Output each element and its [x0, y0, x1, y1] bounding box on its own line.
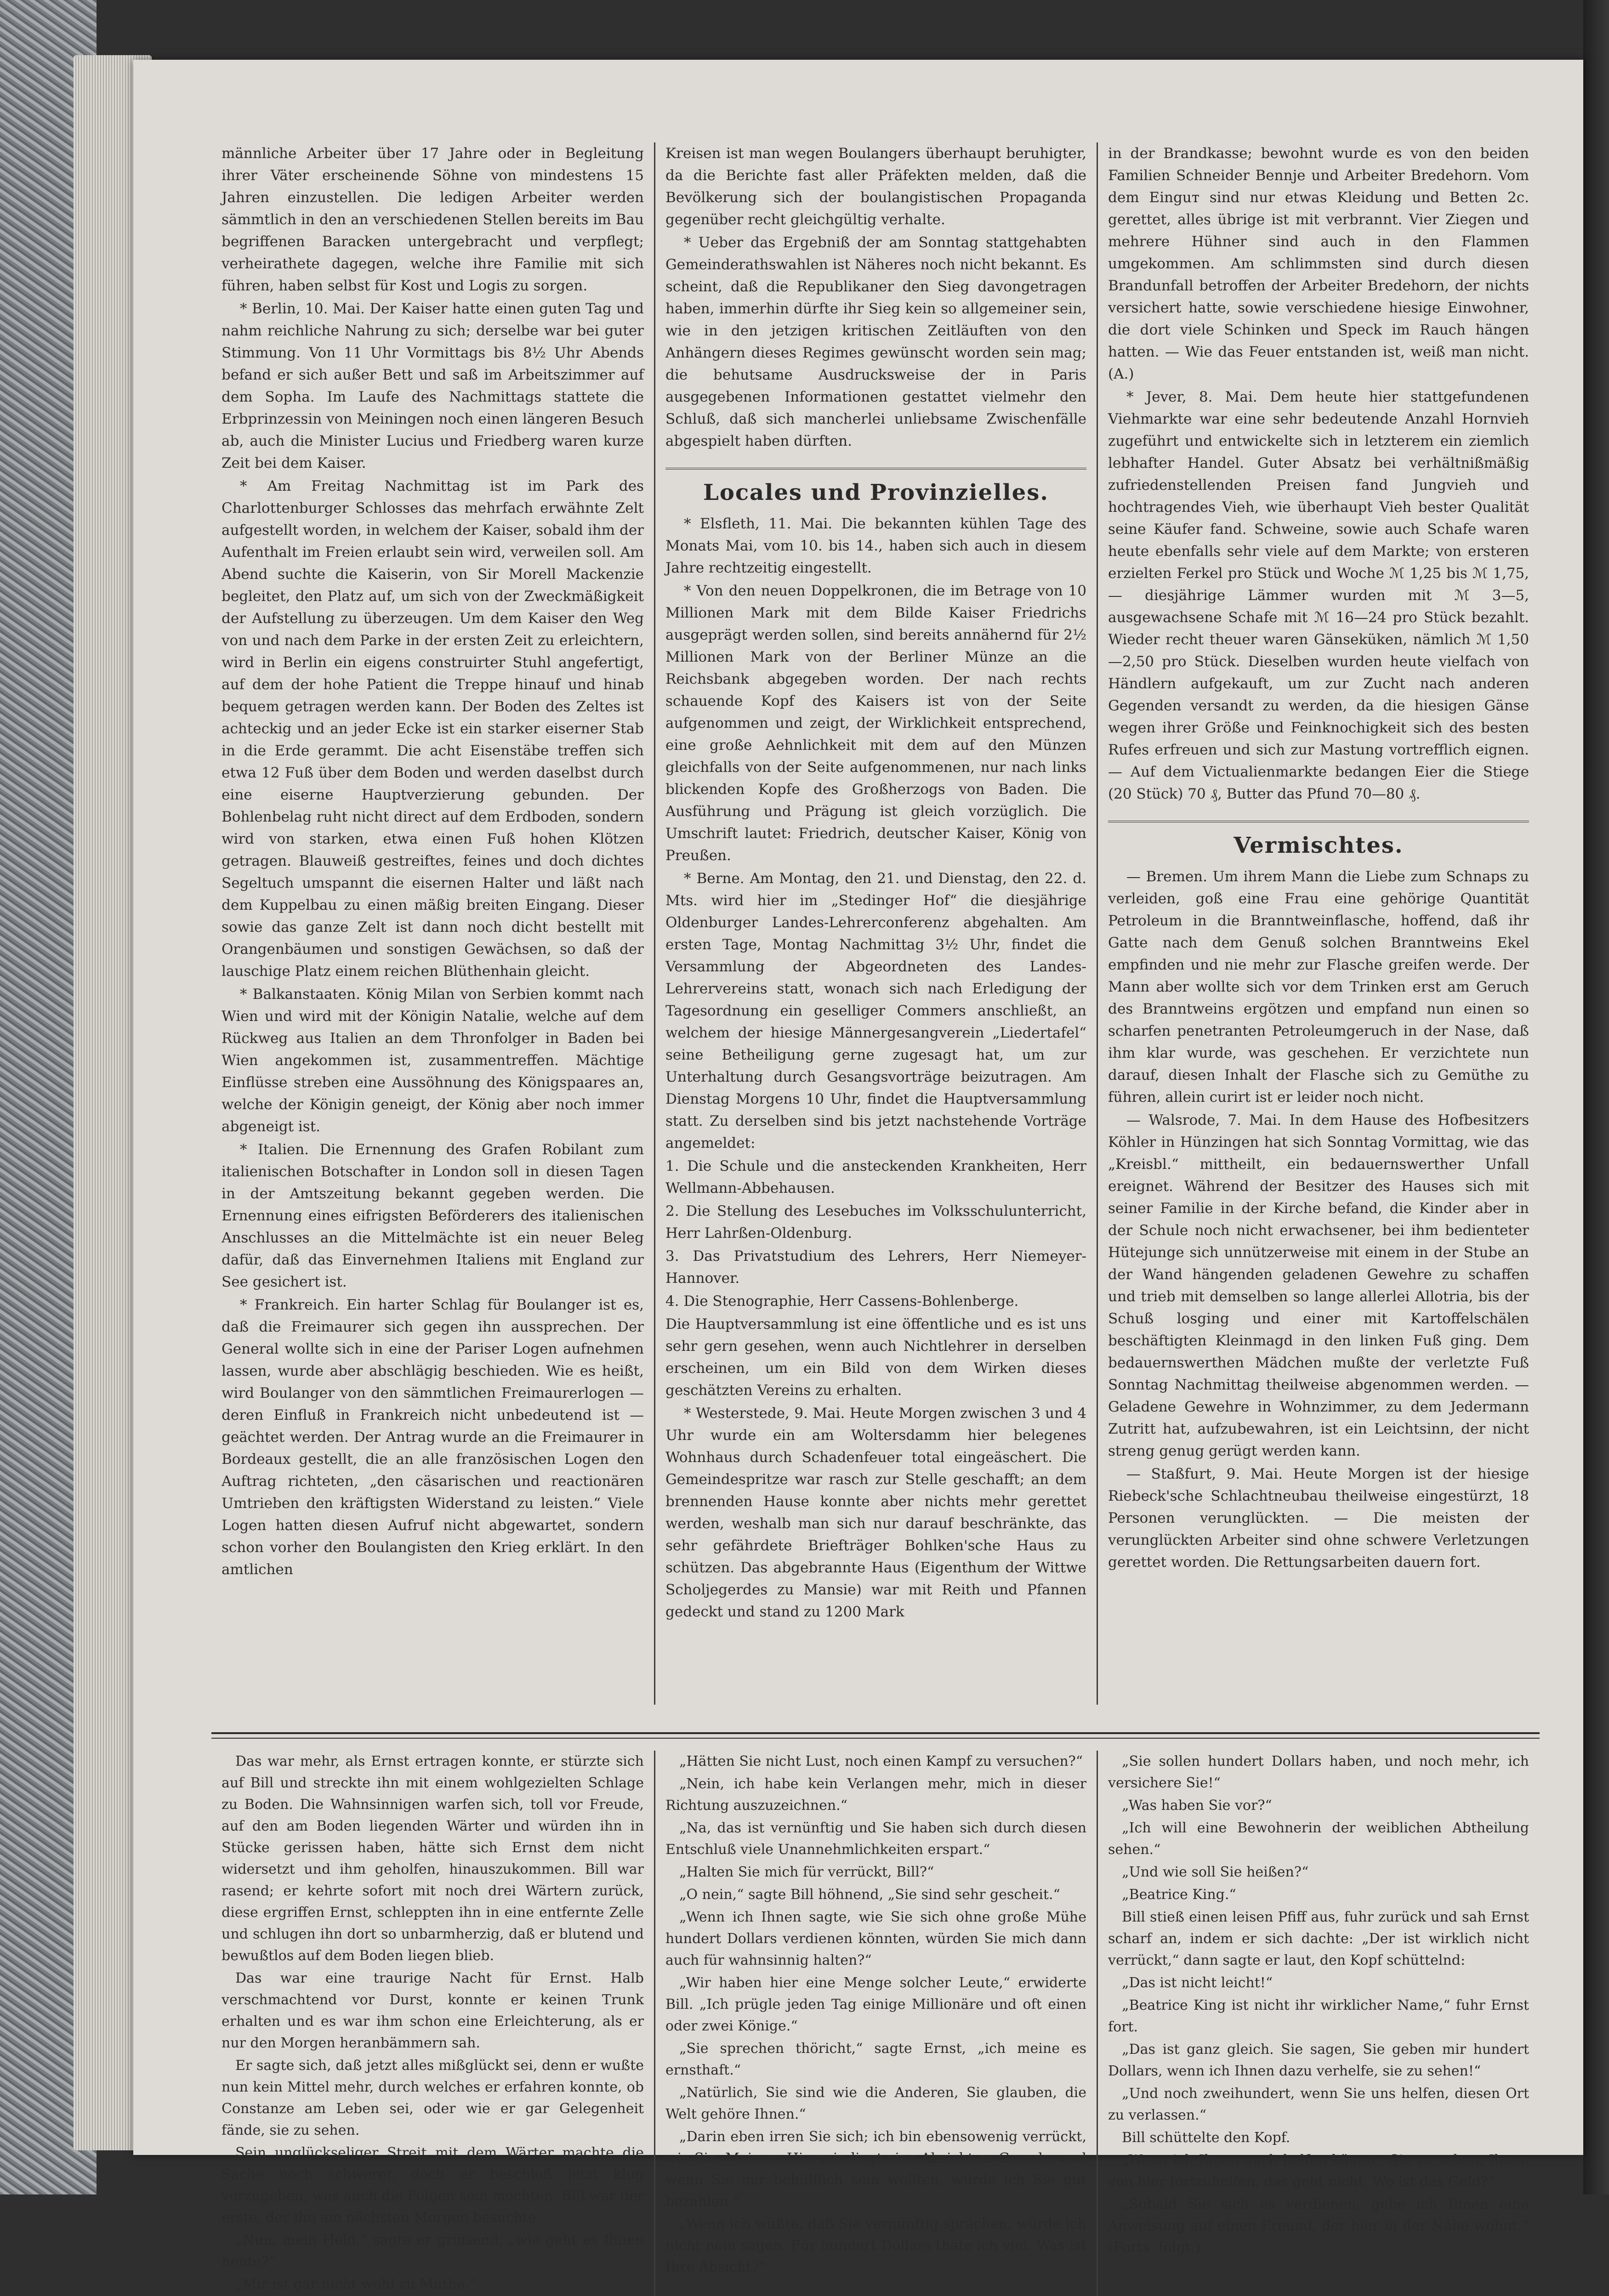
paragraph: — Bremen. Um ihrem Mann die Liebe zum Schnaps zu verleiden, goß eine Frau eine gehörige Quantität Petroleum in die Branntweinflasche, hoffend, daß ihr Gatte nach dem Genuß solchen Branntweins Ekel empfinden und nie mehr zur Flasche greifen werde. Der Mann aber wollte sich vor dem Trinken erst am Geruch des Branntweins ergötzen und empfand nun einen so scharfen penetranten Petroleumgeruch in der Nase, daß ihm klar wurde, was geschehen. Er verzichtete nun darauf, diesen Inhalt der Flasche sich zu Gemüthe zu führen, allein curirt ist er leider noch nicht. [1108, 868, 1529, 1105]
paragraph: „Das ist ganz gleich. Sie sagen, Sie geben mir hundert Dollars, wenn ich Ihnen dazu verhelfe, sie zu sehen!“ [1108, 2041, 1529, 2079]
paragraph: „Wenn ich wüßte, daß Sie vernünftig sprächen, würde ich nicht nein sagen. Für hundert Dollars thäte ich viel. Was ist Ihre Absicht?“ [665, 2216, 1086, 2275]
paragraph: „Wenn ich Ihnen sagte, wie Sie sich ohne große Mühe hundert Dollars verdienen könnten, würden Sie mich dann auch für wahnsinnig halten?“ [665, 1909, 1086, 1968]
list-item: 2. Die Stellung des Lesebuches im Volksschulunterricht, Herr Lahrßen-Oldenburg. [665, 1203, 1086, 1242]
paragraph: „Wenn ich Ihnen auch helfen könnte, Sie zu sehen, Ihnen von hier fortzuhelfen, das geht nicht. Wo ist das Geld?“ [1108, 2152, 1529, 2190]
paragraph: männliche Arbeiter über 17 Jahre oder in Begleitung ihrer Väter erscheinende Söhne von mindestens 15 Jahren einzustellen. Die ledigen Arbeiter werden sämmtlich in den an verschiedenen Stellen bereits im Bau begriffenen Baracken untergebracht und verpflegt; verheirathete dagegen, welche ihre Familie mit sich führen, haben selbst für Kost und Logis zu sorgen. [222, 145, 644, 294]
paragraph: Das war eine traurige Nacht für Ernst. Halb verschmachtend vor Durst, konnte er keinen Trunk erhalten und es war ihm schon eine Erleichterung, als er nur den Morgen heranbämmern sah. [222, 1970, 644, 2051]
page-content [211, 142, 1540, 2292]
paragraph: „O nein,“ sagte Bill höhnend, „Sie sind sehr gescheit.“ [679, 1887, 1060, 1903]
feuilleton-column-2 [654, 1751, 1097, 2296]
paragraph: „Mir ist gar nicht wohl zu Muthe.“ [235, 2276, 477, 2292]
paragraph: „Das ist nicht leicht!“ [1122, 1975, 1273, 1991]
paragraph: Das war mehr, als Ernst ertragen konnte, er stürzte sich auf Bill und streckte ihn mit einem wohlgezielten Schlage zu Boden. Die Wahnsinnigen warfen sich, toll vor Freude, auf den am Boden liegenden Wärter und würden ihn in Stücke gerissen haben, hätte sich Ernst dem nicht widersetzt und ihm geholfen, hinauszukommen. Bill war rasend; er kehrte sofort mit noch drei Wärtern zurück, diese ergriffen Ernst, schleppten ihn in eine entfernte Zelle und schlugen ihn dort so unbarmherzig, daß er blutend und bewußtlos auf dem Boden liegen blieb. [222, 1753, 644, 1964]
paragraph: Die Hauptversammlung ist eine öffentliche und es ist uns sehr gern gesehen, wenn auch Nichtlehrer in derselben erscheinen, um ein Bild von dem Wirken dieses geschätzten Vereins zu erhalten. [665, 1316, 1086, 1399]
paragraph: Bill stieß einen leisen Pfiff aus, fuhr zurück und sah Ernst scharf an, indem er sich dachte: „Der ist wirklich nicht verrückt,“ dann sagte er laut, den Kopf schüttelnd: [1108, 1909, 1529, 1968]
newspaper-page [133, 60, 1583, 2292]
paragraph: * Frankreich. Ein harter Schlag für Boulanger ist es, daß die Freimaurer sich gegen ihn aussprechen. Der General wollte sich in eine der Pariser Logen aufnehmen lassen, wurde aber abschlägig beschieden. Wie es heißt, wird Boulanger von den sämmtlichen Freimaurerlogen — deren Einfluß in Frankreich nicht unbedeutend ist — geächtet werden. Der Antrag wurde an die Freimaurer in Bordeaux gestellt, die an alle französischen Logen den Auftrag richteten, „den cäsarischen und reactionären Umtrieben den kräftigsten Widerstand zu leisten.“ Viele Logen hatten diesen Aufruf nicht abgewartet, sondern schon vorher den Boulangisten den Krieg erklärt. In den amtlichen [222, 1297, 644, 1578]
list-item: 3. Das Privatstudium des Lehrers, Herr Niemeyer-Hannover. [665, 1248, 1086, 1287]
section-heading-vermischtes: Vermischtes. [1108, 821, 1529, 856]
paragraph: „Halten Sie mich für verrückt, Bill?“ [679, 1864, 934, 1880]
paragraph: * Westerstede, 9. Mai. Heute Morgen zwischen 3 und 4 Uhr wurde ein am Woltersdamm hier belegenes Wohnhaus durch Schadenfeuer total eingeäschert. Die Gemeindespritze war rasch zur Stelle geschafft; an dem brennenden Hause konnte aber nichts mehr gerettet werden, weshalb man sich nur darauf beschränkte, das sehr gefährdete Briefträger Bohlken'sche Haus zu schützen. Das abgebrannte Haus (Eigenthum der Wittwe Scholjegerdes zu Mansie) war mit Reith und Pfannen gedeckt und stand zu 1200 Mark [665, 1405, 1086, 1620]
paragraph: „Und noch zweihundert, wenn Sie uns helfen, diesen Ort zu verlassen.“ [1108, 2086, 1529, 2123]
scan-background [1583, 0, 1609, 2194]
feuilleton-divider-thin [211, 1738, 1540, 1739]
paragraph: * Jever, 8. Mai. Dem heute hier stattgefundenen Viehmarkte war eine sehr bedeutende Anzahl Hornvieh zugeführt und entwickelte sich in letzterem ein ziemlich lebhafter Handel. Guter Absatz bei verhältnißmäßig zufriedenstellenden Preisen fand Jungvieh und hochtragendes Vieh, wie überhaupt Vieh bester Qualität seine Käufer fand. Schweine, sowie auch Schafe waren heute ebenfalls sehr viele auf dem Markte; von ersteren erzielten Ferkel pro Stück und Woche ℳ 1,25 bis ℳ 1,75, — diesjährige Lämmer wurden mit ℳ 3—5, ausgewachsene Schafe mit ℳ 16—24 pro Stück bezahlt. Wieder recht theuer waren Gänseküken, nämlich ℳ 1,50—2,50 pro Stück. Dieselben wurden heute vielfach von Händlern aufgekauft, um zur Zucht nach anderen Gegenden versandt zu werden, da die hiesigen Gänse wegen ihrer Größe und Feinknochigkeit sich des besten Rufes erfreuen und sich zur Mastung vortrefflich eignen. — Auf dem Victualienmarkte bedangen Eier die Stiege (20 Stück) 70 ₰, Butter das Pfund 70—80 ₰. [1108, 389, 1529, 802]
list-item: 1. Die Schule und die ansteckenden Krankheiten, Herr Wellmann-Abbehausen. [665, 1158, 1086, 1196]
feuilleton-column-1 [211, 1751, 654, 2296]
feuilleton-column-3 [1097, 1751, 1539, 2296]
list-item: 4. Die Stenographie, Herr Cassens-Bohlenberge. [665, 1293, 1019, 1310]
paragraph: Sein unglückseliger Streit mit dem Wärter machte die Sache noch schwerer, doch er beschloß jetzt klug vorzugehen, was auch die Folgen sein mochten. Bill war der erste, der ihn am nächsten Morgen besuchte. [222, 2145, 644, 2226]
section-heading-locales: Locales und Provinzielles. [665, 468, 1086, 504]
paragraph: * Am Freitag Nachmittag ist im Park des Charlottenburger Schlosses das mehrfach erwähnte Zelt aufgestellt worden, in welchem der Kaiser, sobald ihm der Aufenthalt im Freien erlaubt sein wird, verweilen soll. Am Abend suchte die Kaiserin, von Sir Morell Mackenzie begleitet, den Platz auf, um sich von der Zweckmäßigkeit der Aufstellung zu überzeugen. Um dem Kaiser den Weg von und nach dem Parke in der ersten Zeit zu erleichtern, wird in Berlin ein eigens construirter Stuhl angefertigt, auf dem der hohe Patient die Treppe hinauf und hinab bequem getragen werden kann. Der Boden des Zeltes ist achteckig und an jeder Ecke ist ein starker eiserner Stab in die Erde gerammt. Die acht Eisenstäbe treffen sich etwa 12 Fuß über dem Boden und werden daselbst durch eine eiserne Hauptverzierung gebunden. Der Bohlenbelag ruht nicht direct auf dem Erdboden, sondern wird von starken, etwa einen Fuß hohen Klötzen getragen. Blauweiß gestreiftes, feines und doch dichtes Segeltuch umspannt die eisernen Halter und läßt nach dem Kuppelbau zu einen mäßig breiten Eingang. Dieser sowie das ganze Zelt ist dann noch dicht bestellt mit Orangenbäumen und sonstigen Gewächsen, so daß der lauschige Platz einem reichen Blüthenhain gleicht. [222, 478, 644, 980]
column-3 [1097, 142, 1539, 1705]
paragraph: „Sie sollen hundert Dollars haben, und noch mehr, ich versichere Sie!“ [1108, 1753, 1529, 1791]
paragraph: Er sagte sich, daß jetzt alles mißglückt sei, denn er wußte nun kein Mittel mehr, durch welches er erfahren konnte, ob Constanze am Leben sei, oder wie er gar Gelegenheit fände, sie zu sehen. [222, 2058, 644, 2138]
paragraph: * Italien. Die Ernennung des Grafen Robilant zum italienischen Botschafter in London soll in diesen Tagen in der Amtszeitung bekannt gegeben werden. Die Ernennung eines eifrigsten Beförderers des italienischen Anschlusses an die Mittelmächte ist ein neuer Beleg dafür, daß das Einvernehmen Italiens mit England zur See gesichert ist. [222, 1141, 644, 1290]
paragraph: Bill schüttelte den Kopf. [1122, 2130, 1291, 2146]
paragraph: — Walsrode, 7. Mai. In dem Hause des Hofbesitzers Köhler in Hünzingen hat sich Sonntag Vormittag, wie das „Kreisbl.“ mittheilt, ein bedauernswerther Unfall ereignet. Während der Besitzer des Hauses sich mit seiner Familie in der Kirche befand, die Kinder aber in der Schule noch nicht erwachsener, bei ihm bedienteter Hütejunge sich unnützerweise mit einem in der Stube an der Wand hängenden geladenen Gewehre zu schaffen und trieb mit demselben so lange allerlei Allotria, bis der Schuß losging und einer mit Kartoffelschälen beschäftigten Kleinmagd in den linken Fuß ging. Dem bedauernswerthen Mädchen mußte der verletzte Fuß Sonntag Nachmittag theilweise abgenommen werden. — Geladene Gewehre in Wohnzimmer, zu dem Jedermann Zutritt hat, aufzubewahren, ist ein Leichtsinn, der nicht streng genug gerügt werden kann. [1108, 1112, 1529, 1459]
paragraph: „Nun, mein Held,“ sagte er grinsend, „wie geht es Ihnen heute?“ [222, 2232, 644, 2270]
news-columns [211, 142, 1540, 1705]
paragraph: „Sie sprechen thöricht,“ sagte Ernst, „ich meine es ernsthaft.“ [665, 2041, 1086, 2078]
paragraph: * Berlin, 10. Mai. Der Kaiser hatte einen guten Tag und nahm reichliche Nahrung zu sich; derselbe war bei guter Stimmung. Von 11 Uhr Vormittags bis 8½ Uhr Abends befand er sich außer Bett und saß im Arbeitszimmer auf dem Sopha. Im Laufe des Nachmittags stattete die Erbprinzessin von Meiningen noch einen längeren Besuch ab, auch die Minister Lucius und Friedberg waren kurze Zeit bei dem Kaiser. [222, 300, 644, 471]
paragraph: * Ueber das Ergebniß der am Sonntag stattgehabten Gemeinderathswahlen ist Näheres noch nicht bekannt. Es scheint, daß die Republikaner den Sieg davongetragen haben, immerhin dürfte ihr Sieg kein so allgemeiner sein, wie in den jetzigen kritischen Zeitläuften von den Anhängern dieses Regimes gewünscht worden sein mag; die behutsame Ausdrucksweise der in Paris ausgegebenen Informationen gestattet vielmehr den Schluß, daß sich mancherlei unliebsame Zwischenfälle abgespielt haben dürften. [665, 234, 1087, 449]
paragraph: „Darin eben irren Sie sich; ich bin ebensowenig verrückt, wie Sie. Meinem Hiersein liegt eine Absicht zu Grunde, und wenn Sie mir behülflich sein wollten, würde ich Sie gut bezahlen.“ [665, 2129, 1086, 2210]
paragraph: „Ich will eine Bewohnerin der weiblichen Abtheilung sehen.“ [1108, 1820, 1529, 1858]
paragraph: * Von den neuen Doppelkronen, die im Betrage von 10 Millionen Mark mit dem Bilde Kaiser Friedrichs ausgeprägt werden sollen, sind bereits annähernd für 2½ Millionen Mark von der Berliner Münze an die Reichsbank abgegeben worden. Der nach rechts schauende Kopf des Kaisers ist von der Seite aufgenommen und zeigt, der Wirklichkeit entsprechend, eine große Aehnlichkeit mit dem auf den Münzen gleichfalls von der Seite aufgenommenen, nur nach links blickenden Kopfe des Großherzogs von Baden. Die Ausführung und Prägung ist gleich vorzüglich. Die Umschrift lautet: Friedrich, deutscher Kaiser, König von Preußen. [665, 583, 1086, 864]
paragraph: * Elsfleth, 11. Mai. Die bekannten kühlen Tage des Monats Mai, vom 10. bis 14., haben sich auch in diesem Jahre rechtzeitig eingestellt. [665, 516, 1086, 576]
paragraph: „Wir haben hier eine Menge solcher Leute,“ erwiderte Bill. „Ich prügle jeden Tag einige Millionäre und oft einen oder zwei Könige.“ [665, 1975, 1086, 2034]
paragraph: „Beatrice King ist nicht ihr wirklicher Name,“ fuhr Ernst fort. [1108, 1997, 1529, 2035]
paragraph: „Nein, ich habe kein Verlangen mehr, mich in dieser Richtung auszuzeichnen.“ [665, 1776, 1086, 1814]
paragraph: Kreisen ist man wegen Boulangers überhaupt beruhigter, da die Berichte fast aller Präfekten melden, daß die Bevölkerung sich der boulangistischen Propaganda gegenüber recht gleichgültig verhalte. [665, 145, 1086, 228]
column-2 [654, 142, 1097, 1705]
paragraph: „Beatrice King.“ [1122, 1887, 1236, 1903]
feuilleton-divider [211, 1732, 1540, 1734]
paragraph: „Sobald Sie sich es verdienen, gebe ich Ihnen eine Anweisung auf einen Freund, der hier in der Nähe wohnt.“ (Forts. folgt.) [1108, 2196, 1529, 2256]
paragraph: „Und wie soll Sie heißen?“ [1122, 1864, 1309, 1880]
paragraph: „Na, das ist vernünftig und Sie haben sich durch diesen Entschluß viele Unannehmlichkeiten erspart.“ [665, 1820, 1086, 1858]
paragraph: „Natürlich, Sie sind wie die Anderen, Sie glauben, die Welt gehöre Ihnen.“ [665, 2085, 1086, 2122]
paragraph: „Hätten Sie nicht Lust, noch einen Kampf zu versuchen?“ [679, 1753, 1083, 1769]
paragraph: * Balkanstaaten. König Milan von Serbien kommt nach Wien und wird mit der Königin Natalie, welche auf dem Rückweg aus Italien an dem Thronfolger in Baden bei Wien angekommen ist, zusammentreffen. Mächtige Einflüsse streben eine Aussöhnung des Königspaares an, welche der Königin geneigt, der König aber noch immer abgeneigt ist. [222, 986, 644, 1135]
column-1 [211, 142, 654, 1705]
paragraph: „Was haben Sie vor?“ [1122, 1797, 1272, 1814]
feuilleton-columns [211, 1751, 1540, 2296]
paragraph: — Staßfurt, 9. Mai. Heute Morgen ist der hiesige Riebeck'sche Schlachtneubau theilweise eingestürzt, 18 Personen verunglückten. — Die meisten der verunglückten Arbeiter sind ohne schwere Verletzungen gerettet worden. Die Rettungsarbeiten dauern fort. [1108, 1466, 1529, 1570]
paragraph: in der Brandkasse; bewohnt wurde es von den beiden Familien Schneider Bennje und Arbeiter Bredehorn. Vom dem Einguт sind nur etwas Kleidung und Betten 2c. gerettet, alles übrige ist mit verbrannt. Vier Ziegen und mehrere Hühner sind auch in den Flammen umgekommen. Am schlimmsten sind durch diesen Brandunfall betroffen der Arbeiter Bredehorn, der nichts versichert hatte, sowie verschiedene hiesige Einwohner, die dort viele Schinken und Speck im Rauch hängen hatten. — Wie das Feuer entstanden ist, weiß man nicht. (A.) [1108, 145, 1529, 382]
paragraph: * Berne. Am Montag, den 21. und Dienstag, den 22. d. Mts. wird hier im „Stedinger Hof“ die diesjährige Oldenburger Landes-Lehrerconferenz abgehalten. Am ersten Tage, Montag Nachmittag 3½ Uhr, findet die Versammlung der Abgeordneten des Landes-Lehrervereins statt, wonach sich nach Erledigung der Tagesordnung ein geselliger Commers anschließt, an welchem der hiesige Männergesangverein „Liedertafel“ seine Betheiligung gerne zugesagt hat, um zur Unterhaltung durch Gesangsvorträge beizutragen. Am Dienstag Morgens 10 Uhr, findet die Hauptversammlung statt. Zu derselben sind bis jetzt nachstehende Vorträge angemeldet: [665, 870, 1086, 1151]
